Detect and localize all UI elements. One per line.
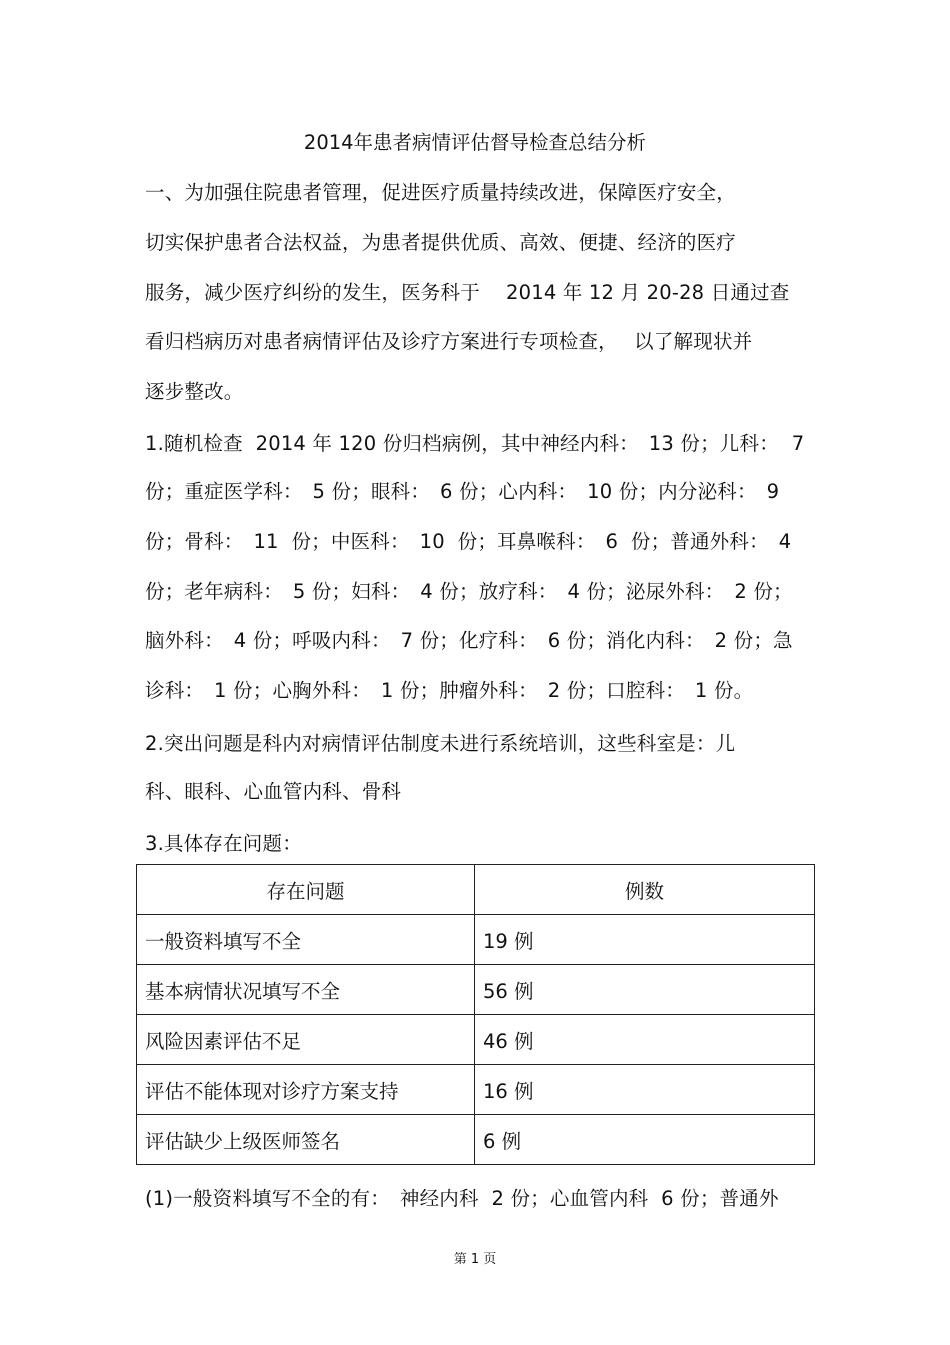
paragraph-line: 科、眼科、心血管内科、骨科: [145, 780, 402, 803]
paragraph-line: 1.随机检查 2014 年 120 份归档病例，其中神经内科： 13 份；儿科： 7: [145, 432, 805, 455]
paragraph-line: 脑外科： 4 份；呼吸内科： 7 份；化疗科： 6 份；消化内科： 2 份；急: [145, 629, 793, 652]
issues-table: [136, 864, 815, 1165]
paragraph-line: 份；老年病科： 5 份；妇科： 4 份；放疗科： 4 份；泌尿外科： 2 份；: [145, 580, 793, 603]
table-cell: 16 例: [475, 1065, 815, 1115]
table-cell: 评估缺少上级医师签名: [137, 1115, 475, 1165]
table-header-cell: 例数: [475, 865, 815, 915]
table-cell: 一般资料填写不全: [137, 915, 475, 965]
table-row: [137, 915, 815, 965]
paragraph-line: 份；重症医学科： 5 份；眼科： 6 份；心内科： 10 份；内分泌科： 9: [145, 480, 780, 503]
table-cell: 评估不能体现对诊疗方案支持: [137, 1065, 475, 1115]
paragraph-line: 逐步整改。: [145, 380, 244, 403]
paragraph-line: 服务，减少医疗纠纷的发生，医务科于 2014 年 12 月 20-28 日通过查: [145, 281, 790, 304]
table-cell: 19 例: [475, 915, 815, 965]
paragraph-line: 看归档病历对患者病情评估及诊疗方案进行专项检查， 以了解现状并: [145, 330, 753, 353]
document-title: 2014年患者病情评估督导检查总结分析: [303, 131, 647, 154]
table-cell: 风险因素评估不足: [137, 1015, 475, 1065]
paragraph-line: 切实保护患者合法权益，为患者提供优质、高效、便捷、经济的医疗: [145, 231, 737, 254]
table-cell: 6 例: [475, 1115, 815, 1165]
table-cell: 56 例: [475, 965, 815, 1015]
table-cell: 基本病情状况填写不全: [137, 965, 475, 1015]
page-number: 第 1 页: [453, 1252, 497, 1267]
paragraph-line: 份；骨科： 11 份；中医科： 10 份；耳鼻喉科： 6 份；普通外科： 4: [145, 530, 792, 553]
paragraph-line: (1)一般资料填写不全的有： 神经内科 2 份；心血管内科 6 份；普通外: [145, 1187, 779, 1210]
table-row: [137, 1115, 815, 1165]
table-header-row: [137, 865, 815, 915]
table-row: [137, 1065, 815, 1115]
table-row: [137, 965, 815, 1015]
watermark: [140, 455, 860, 875]
table-row: [137, 1015, 815, 1065]
table-header-cell: 存在问题: [137, 865, 475, 915]
paragraph-line: 2.突出问题是科内对病情评估制度未进行系统培训，这些科室是：儿: [145, 732, 736, 755]
table-cell: 46 例: [475, 1015, 815, 1065]
paragraph-line: 一、为加强住院患者管理，促进医疗质量持续改进，保障医疗安全，: [145, 181, 737, 204]
paragraph-line: 诊科： 1 份；心胸外科： 1 份；肿瘤外科： 2 份；口腔科： 1 份。: [145, 679, 754, 702]
paragraph-line: 3.具体存在问题：: [145, 832, 302, 855]
